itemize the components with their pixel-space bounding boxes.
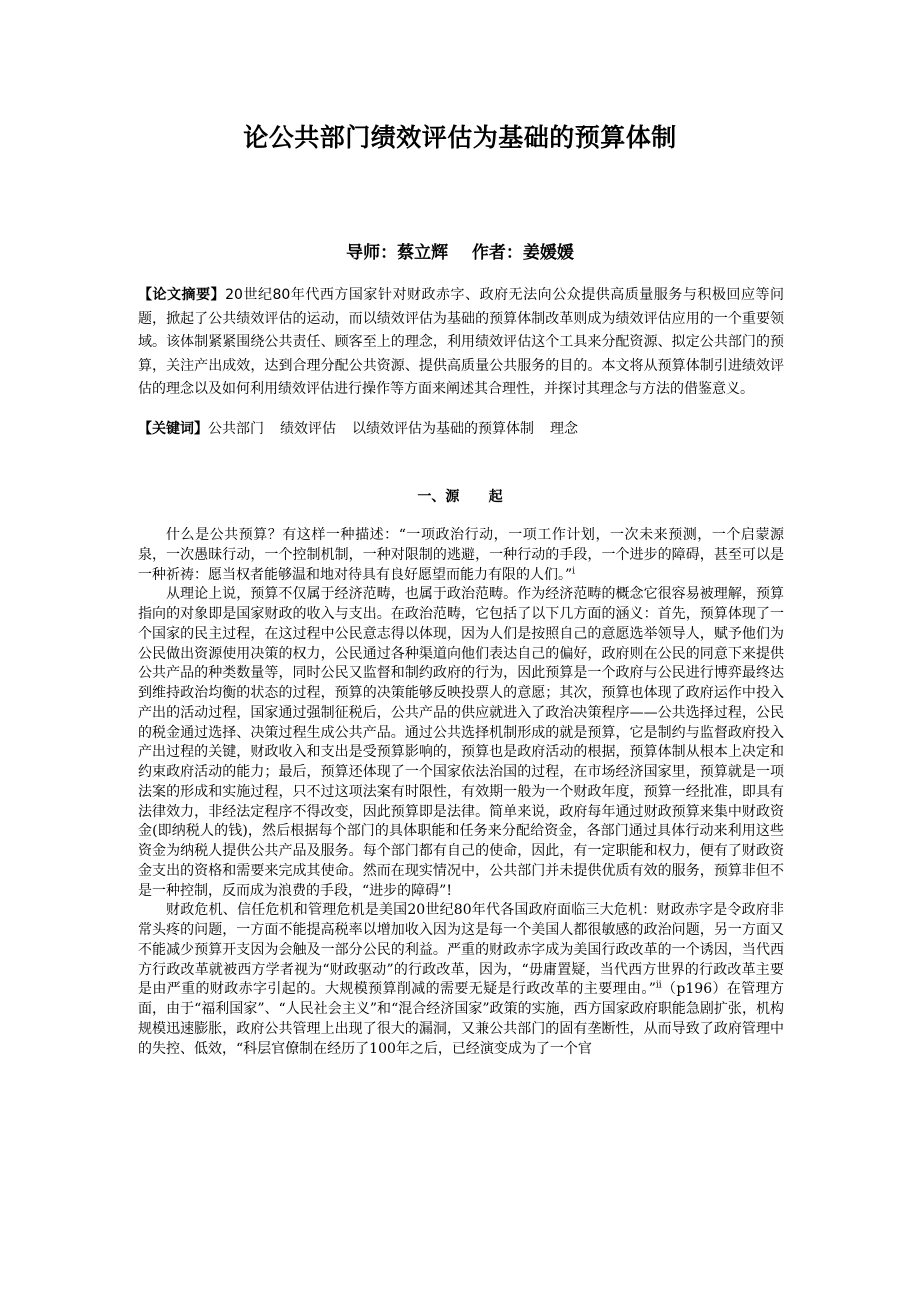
paragraph-text: 财政危机、信任危机和管理危机是美国20世纪80年代各国政府面临三大危机：财政赤字是令政府非常头疼的问题，一方面不能提高税率以增加收入因为这是每一个美国人都很敏感的政治问题，另一方面又不能减少预算开支因为会触及一部分公民的利益。严重的财政赤字成为美国行政改革的一个诱因，当代西方行政改革就被西方学者视为“财政驱动”的行政改革，因为，“毋庸置疑，当代西方世界的行政改革主要是由严重的财政赤字引起的。大规模预算削减的需要无疑是行政改革的主要理由。” xyxy=(138,902,784,998)
author-line xyxy=(0,238,920,263)
paragraph xyxy=(138,585,784,901)
abstract xyxy=(138,284,784,402)
paragraph xyxy=(138,526,784,585)
keyword-item: 以绩效评估为基础的预算体制 xyxy=(352,421,534,437)
keyword-item: 绩效评估 xyxy=(280,421,336,437)
keyword-item: 理念 xyxy=(550,421,578,437)
paragraph xyxy=(138,901,784,1059)
body-text xyxy=(138,526,784,1059)
keywords-label: 【关键词】 xyxy=(138,421,208,437)
paragraph-tail-text: （p196）在管理方面，由于“福利国家”、“人民社会主义”和“混合经济国家”政策的实施，西方国家政府职能急剧扩张，机构规模迅速膨胀，政府公共管理上出现了很大的漏洞，又兼公共部门的固有垄断性，从而导致了政府管理中的失控、低效，“科层官僚制在经历了100年之后，已经演变成为了一个官 xyxy=(138,981,785,1057)
author-names: 导师：蔡立辉 作者：姜媛媛 xyxy=(346,243,574,263)
footnote-marker[interactable]: i xyxy=(572,565,576,576)
paragraph-text: 什么是公共预算？有这样一种描述：“一项政治行动，一项工作计划，一次未来预测，一个启蒙源泉，一次愚昧行动，一个控制机制，一种对限制的逃避，一种行动的手段，一个进步的障碍，甚至可以是一种祈祷：愿当权者能够温和地对待具有良好愿望而能力有限的人们。” xyxy=(138,527,784,583)
paper-title: 论公共部门绩效评估为基础的预算体制 xyxy=(243,123,677,152)
paragraph-text: 从理论上说，预算不仅属于经济范畴，也属于政治范畴。作为经济范畴的概念它很容易被理解，预算指向的对象即是国家财政的收入与支出。在政治范畴，它包括了以下几方面的涵义：首先，预算体现了一个国家的民主过程，在这过程中公民意志得以体现，因为人们是按照自己的意愿选举领导人，赋予他们为公民做出资源使用决策的权力，公民通过各种渠道向他们表达自己的偏好，政府则在公民的同意下来提供公共产品的种类数量等，同时公民又监督和制约政府的行为，因此预算是一个政府与公民进行博弈最终达到维持政治均衡的状态的过程，预算的决策能够反映投票人的意愿；其次，预算也体现了政府运作中投入产出的活动过程，国家通过强制征税后，公共产品的供应就进入了政治决策程序——公共选择过程，公民的税金通过选择、决策过程生成公共产品。通过公共选择机制形成的就是预算，它是制约与监督政府投入产出过程的关键，财政收入和支出是受预算影响的，预算也是政府活动的根据，预算体制从根本上决定和约束政府活动的能力；最后，预算还体现了一个国家依法治国的过程，在市场经济国家里，预算就是一项法案的形成和实施过程，只不过这项法案有时限性，有效期一般为一个财政年度，预算一经批准，即具有法律效力，非经法定程序不得改变，因此预算即是法律。简单来说，政府每年通过财政预算来集中财政资金(即纳税人的钱)，然后根据每个部门的具体职能和任务来分配给资金，各部门通过具体行动来利用这些资金为纳税人提供公共产品及服务。每个部门都有自己的使命，因此，有一定职能和权力，便有了财政资金支出的资格和需要来完成其使命。然而在现实情况中，公共部门并未提供优质有效的服务，预算非但不是一种控制，反而成为浪费的手段，“进步的障碍”! xyxy=(138,586,784,899)
abstract-label: 【论文摘要】 xyxy=(138,287,226,303)
footnote-marker[interactable]: ii xyxy=(655,980,662,991)
abstract-text: 20世纪80年代西方国家针对财政赤字、政府无法向公众提供高质量服务与积极回应等问题，掀起了公共绩效评估的运动，而以绩效评估为基础的预算体制改革则成为绩效评估应用的一个重要领域。该体制紧紧围绕公共责任、顾客至上的理念，利用绩效评估这个工具来分配资源、拟定公共部门的预算，关注产出成效，达到合理分配公共资源、提供高质量公共服务的目的。本文将从预算体制引进绩效评估的理念以及如何利用绩效评估进行操作等方面来阐述其合理性，并探讨其理念与方法的借鉴意义。 xyxy=(138,287,784,398)
keyword-item: 公共部门 xyxy=(208,421,264,437)
section-heading: 一、源 起 xyxy=(417,489,503,505)
keywords xyxy=(138,418,784,442)
